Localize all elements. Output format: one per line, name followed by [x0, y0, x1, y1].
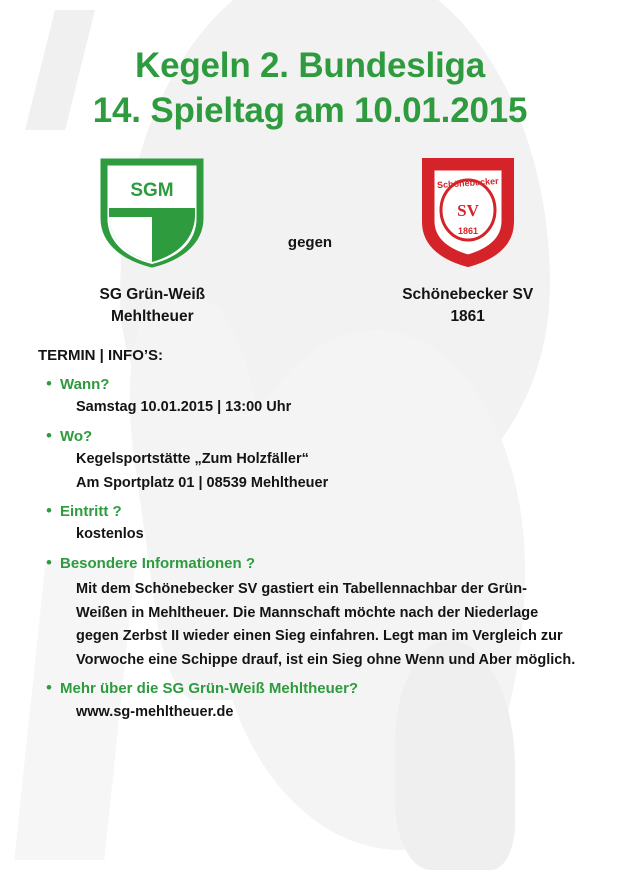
website-link[interactable]: www.sg-mehltheuer.de: [76, 703, 234, 720]
question-mehr-ueber: • Mehr über die SG Grün-Weiß Mehltheuer?: [60, 680, 359, 698]
question-besondere-informationen: • Besondere Informationen ?: [60, 554, 256, 572]
away-crest-text-mid: SV: [456, 200, 479, 220]
answer-wo-line-1: Kegelsportstätte „Zum Holzfäller“: [76, 451, 309, 468]
list-item-wann: [60, 374, 582, 420]
answer-eintritt: kostenlos: [76, 526, 144, 543]
schoenebecker-sv-crest-icon: [420, 156, 516, 268]
home-team-name: [52, 284, 253, 329]
away-team-name-line-1: Schönebecker SV: [402, 285, 534, 303]
info-header: TERMIN | INFO’S:: [38, 346, 164, 364]
question-wo: • Wo?: [60, 427, 93, 445]
away-team-name-line-2: 1861: [450, 308, 485, 326]
list-item-eintritt: [60, 501, 582, 547]
list-item-mehr-ueber: [60, 678, 582, 724]
svg-text:SGM: SGM: [130, 179, 174, 201]
info-section: [0, 329, 620, 725]
away-team: [367, 156, 568, 329]
away-crest-text-top: Schönebecker: [436, 175, 499, 190]
answer-wann: Samstag 10.01.2015 | 13:00 Uhr: [76, 399, 292, 416]
question-eintritt: • Eintritt ?: [60, 502, 122, 520]
question-wann: • Wann?: [60, 375, 110, 393]
page-title: [0, 0, 620, 134]
home-team-name-line-1: SG Grün-Weiß: [99, 285, 206, 303]
teams-row: [0, 134, 620, 329]
home-team: [52, 156, 253, 329]
title-line-1: Kegeln 2. Bundesliga: [135, 46, 485, 85]
away-crest-text-year: 1861: [457, 225, 478, 236]
list-item-wo: [60, 426, 582, 495]
title-line-2: 14. Spieltag am 10.01.2015: [92, 90, 528, 130]
home-team-crest-wrap: [52, 156, 253, 268]
list-item-besondere-informationen: [60, 553, 582, 672]
sgm-crest-icon: [98, 156, 206, 268]
away-team-crest-wrap: [367, 156, 568, 268]
away-team-name: [367, 284, 568, 329]
home-team-name-line-2: Mehltheuer: [110, 308, 194, 326]
versus-label: gegen: [287, 233, 333, 251]
info-list: [38, 374, 582, 725]
answer-wo-line-2: Am Sportplatz 01 | 08539 Mehltheuer: [76, 474, 329, 491]
answer-besondere-informationen: Mit dem Schönebecker SV gastiert ein Tabellennachbar der Grün-Weißen in Mehltheuer. Die Mannschaft möchte nach der Niederlage gegen Zerbst II wieder einen Sieg einfahren. Legt man im Vergleich zur Vorwoche eine Schippe drauf, ist ein Sieg ohne Wenn und Aber möglich.: [76, 581, 576, 668]
